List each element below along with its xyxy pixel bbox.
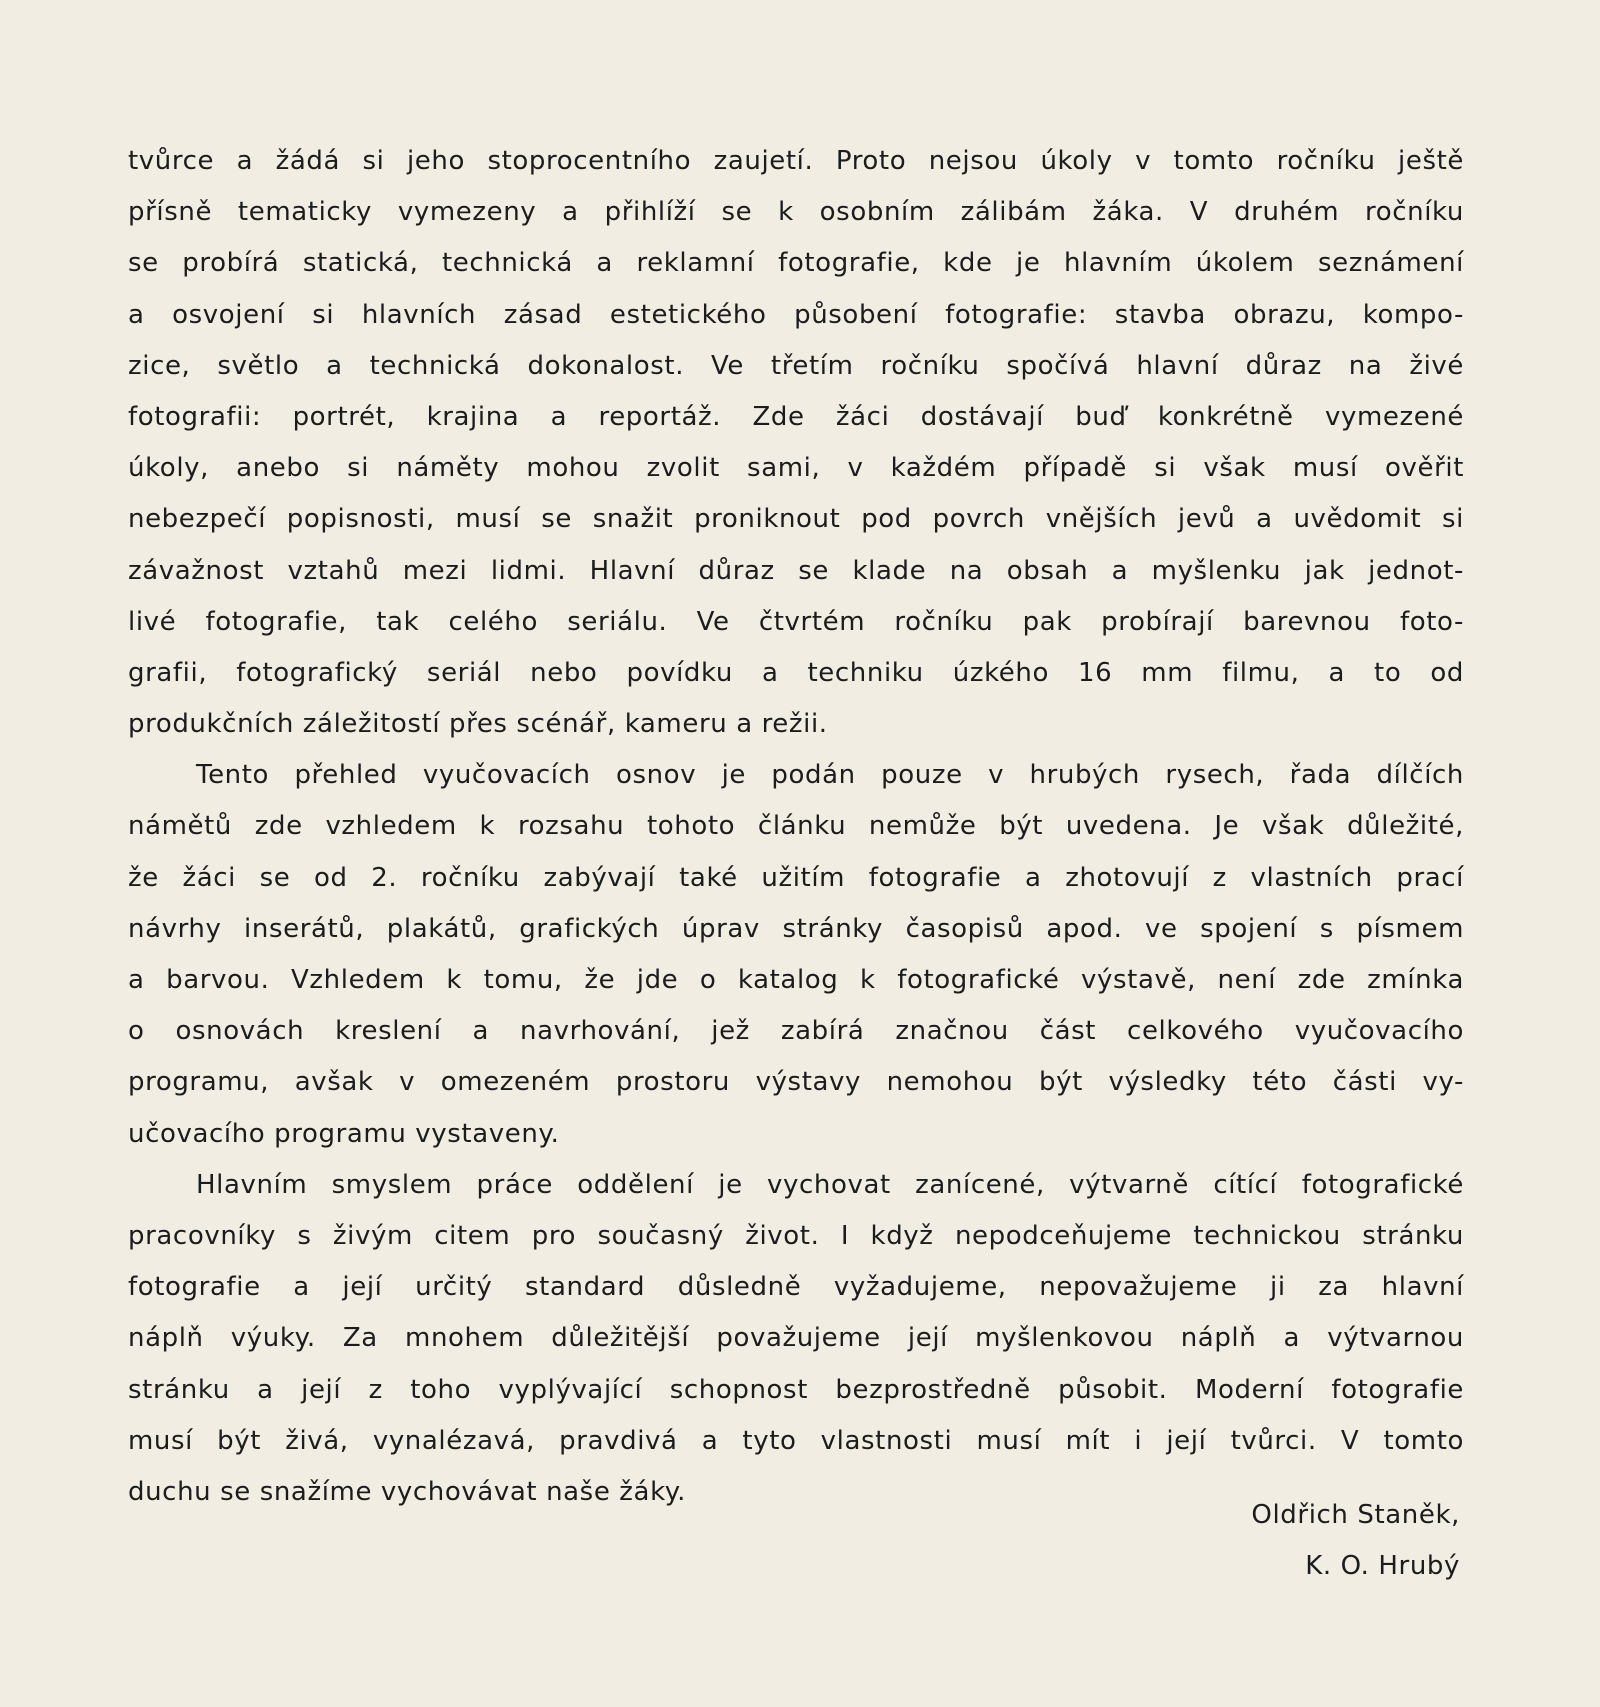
paragraph-2 [128,750,1464,1160]
author-signature [1251,1490,1460,1592]
article-body [128,136,1464,1518]
text-line: zice, světlo a technická dokonalost. Ve třetím ročníku spočívá hlavní důraz na živé [128,350,1464,381]
text-line: o osnovách kreslení a navrhování, jež zabírá značnou část celkového vyučovacího [128,1016,1464,1047]
text-line: tvůrce a žádá si jeho stoprocentního zaujetí. Proto nejsou úkoly v tomto ročníku ještě [128,146,1464,176]
text-line: přísně tematicky vymezeny a přihlíží se k osobním zálibám žáka. V druhém ročníku [128,197,1464,228]
text-line: závažnost vztahů mezi lidmi. Hlavní důraz se klade na obsah a myšlenku jak jednot- [128,555,1464,586]
text-line: a osvojení si hlavních zásad estetického působení fotografie: stavba obrazu, kompo- [128,299,1464,330]
text-line: nebezpečí popisnosti, musí se snažit proniknout pod povrch vnějších jevů a uvědomit si [128,504,1464,535]
text-line: duchu se snažíme vychovávat naše žáky. [128,1476,686,1507]
text-line: pracovníky s živým citem pro současný život. I když nepodceňujeme technickou stránku [128,1220,1464,1251]
paragraph-1 [128,136,1464,750]
text-line: a barvou. Vzhledem k tomu, že jde o katalog k fotografické výstavě, není zde zmínka [128,965,1464,995]
text-line: programu, avšak v omezeném prostoru výstavy nemohou být výsledky této části vy- [128,1067,1464,1098]
text-line: stránku a její z toho vyplývající schopnost bezprostředně působit. Moderní fotografie [128,1374,1464,1405]
author-name-2: K. O. Hrubý [1305,1551,1460,1581]
text-line: produkčních záležitostí přes scénář, kameru a režii. [128,709,828,740]
text-line: že žáci se od 2. ročníku zabývají také užitím fotografie a zhotovují z vlastních prací [128,862,1464,893]
text-line: úkoly, anebo si náměty mohou zvolit sami, v každém případě si však musí ověřit [128,453,1464,484]
text-line: Hlavním smyslem práce oddělení je vychovat zanícené, výtvarně cítící fotografické [196,1169,1464,1200]
text-line: náplň výuky. Za mnohem důležitější považujeme její myšlenkovou náplň a výtvarnou [128,1323,1464,1354]
text-line: se probírá statická, technická a reklamní fotografie, kde je hlavním úkolem seznámení [128,248,1464,279]
text-line: fotografii: portrét, krajina a reportáž. Zde žáci dostávají buď konkrétně vymezené [128,401,1464,432]
author-name-1: Oldřich Staněk, [1251,1500,1460,1530]
text-line: námětů zde vzhledem k rozsahu tohoto článku nemůže být uvedena. Je však důležité, [128,811,1464,842]
text-line: livé fotografie, tak celého seriálu. Ve čtvrtém ročníku pak probírají barevnou foto- [128,606,1464,637]
text-line: musí být živá, vynalézavá, pravdivá a tyto vlastnosti musí mít i její tvůrci. V tomto [128,1425,1464,1456]
text-line: Tento přehled vyučovacích osnov je podán pouze v hrubých rysech, řada dílčích [196,760,1464,791]
paragraph-3 [128,1160,1464,1518]
text-line: návrhy inserátů, plakátů, grafických úprav stránky časopisů apod. ve spojení s písmem [128,913,1464,944]
text-line: grafii, fotografický seriál nebo povídku a techniku úzkého 16 mm filmu, a to od [128,657,1464,688]
text-line: učovacího programu vystaveny. [128,1118,560,1149]
text-line: fotografie a její určitý standard důsledně vyžadujeme, nepovažujeme ji za hlavní [128,1272,1464,1303]
